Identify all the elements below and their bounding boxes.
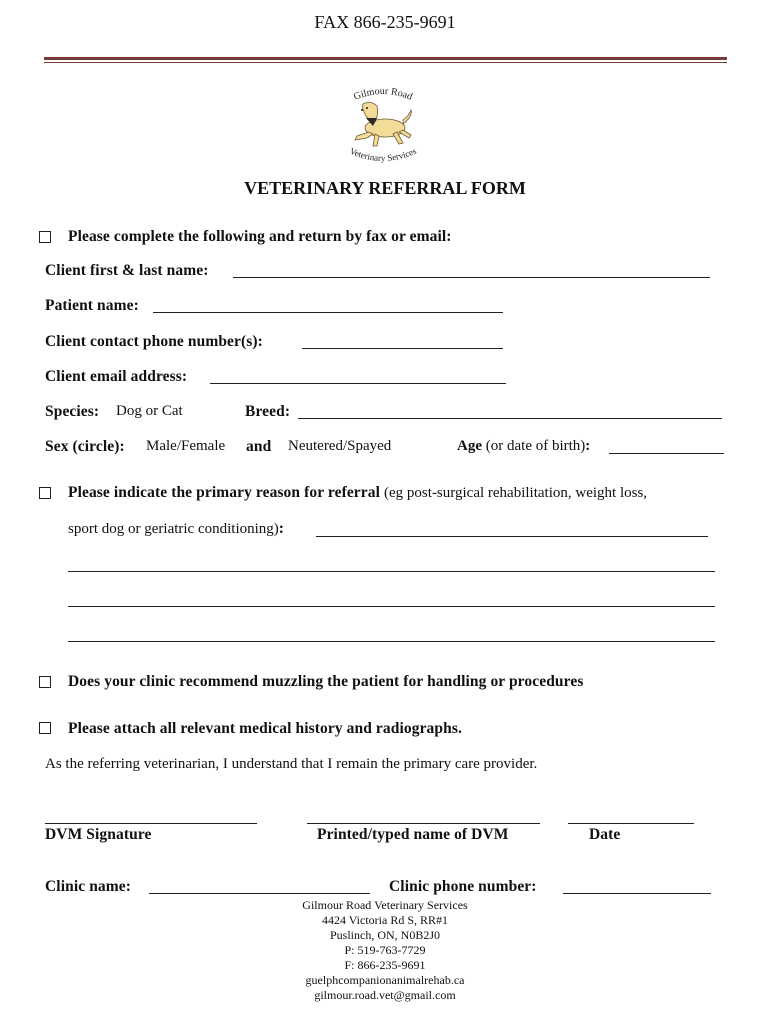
referral-reason-field-3[interactable]	[68, 606, 715, 607]
section2-checkbox[interactable]	[39, 487, 51, 499]
header-rule	[44, 57, 727, 60]
sex-label: Sex (circle):	[45, 438, 125, 455]
printed-name-field[interactable]	[307, 823, 540, 824]
svg-text:Veterinary Services	[348, 146, 418, 163]
footer-email[interactable]: gilmour.road.vet@gmail.com	[314, 988, 456, 1002]
footer-address-2: Puslinch, ON, N0B2J0	[329, 928, 440, 942]
clinic-logo	[333, 80, 433, 172]
species-options[interactable]: Dog or Cat	[116, 403, 183, 419]
age-hint: (or date of birth)	[485, 438, 586, 454]
and-text: and	[246, 438, 272, 455]
section3-heading: Does your clinic recommend muzzling the patient for handling or procedures	[68, 673, 584, 690]
client-name-label: Client first & last name:	[45, 262, 209, 279]
email-label: Client email address:	[45, 368, 188, 385]
email-field[interactable]	[210, 383, 506, 384]
age-colon: :	[585, 438, 591, 454]
printed-name-label: Printed/typed name of DVM	[317, 826, 509, 843]
clinic-name-label: Clinic name:	[45, 878, 132, 895]
section4-checkbox[interactable]	[39, 722, 51, 734]
date-field[interactable]	[568, 823, 694, 824]
sex-options[interactable]: Male/Female	[146, 438, 226, 454]
section2-colon: :	[278, 520, 285, 537]
phone-label: Client contact phone number(s):	[45, 333, 263, 350]
svg-text:Gilmour Road	[352, 86, 414, 103]
section3-checkbox[interactable]	[39, 676, 51, 688]
fax-number: FAX 866-235-9691	[314, 12, 456, 32]
section2-hint-1: (eg post-surgical rehabilitation, weight loss,	[384, 485, 648, 501]
dog-logo-icon	[333, 80, 433, 172]
dvm-signature-field[interactable]	[45, 823, 257, 824]
species-label: Species:	[45, 403, 100, 420]
patient-name-field[interactable]	[153, 312, 503, 313]
referral-reason-field-4[interactable]	[68, 641, 715, 642]
primary-care-statement: As the referring veterinarian, I understand that I remain the primary care provider.	[45, 756, 538, 772]
age-label-group	[457, 438, 590, 455]
section2-heading-group	[68, 484, 647, 502]
age-label: Age	[457, 438, 482, 454]
section2-hint-group	[68, 520, 284, 538]
section2-heading: Please indicate the primary reason for referral	[68, 484, 381, 501]
age-field[interactable]	[609, 453, 724, 454]
header-rule-thin	[44, 62, 727, 63]
clinic-phone-label: Clinic phone number:	[389, 878, 537, 895]
logo-top-text: Gilmour Road	[352, 85, 414, 103]
form-title: VETERINARY REFERRAL FORM	[244, 178, 526, 198]
footer-clinic-name: Gilmour Road Veterinary Services	[302, 898, 468, 912]
client-name-field[interactable]	[233, 277, 710, 278]
phone-field[interactable]	[302, 348, 503, 349]
section4-heading: Please attach all relevant medical history and radiographs.	[68, 720, 462, 737]
breed-field[interactable]	[298, 418, 722, 419]
dvm-signature-label: DVM Signature	[45, 826, 152, 843]
clinic-phone-field[interactable]	[563, 893, 711, 894]
date-label: Date	[589, 826, 621, 843]
logo-bottom-text: Veterinary Services	[348, 145, 418, 164]
footer-phone: P: 519-763-7729	[344, 943, 426, 957]
footer-website[interactable]: guelphcompanionanimalrehab.ca	[305, 973, 465, 987]
breed-label: Breed:	[245, 403, 291, 420]
clinic-name-field[interactable]	[149, 893, 370, 894]
neuter-options[interactable]: Neutered/Spayed	[288, 438, 392, 454]
section1-checkbox[interactable]	[39, 231, 51, 243]
referral-reason-field-2[interactable]	[68, 571, 715, 572]
section1-heading: Please complete the following and return by fax or email:	[68, 228, 452, 245]
footer-fax: F: 866-235-9691	[344, 958, 426, 972]
footer	[0, 898, 770, 1003]
section2-hint-2: sport dog or geriatric conditioning)	[68, 521, 279, 537]
referral-reason-field-1[interactable]	[316, 536, 708, 537]
footer-address-1: 4424 Victoria Rd S, RR#1	[321, 913, 449, 927]
patient-name-label: Patient name:	[45, 297, 139, 314]
